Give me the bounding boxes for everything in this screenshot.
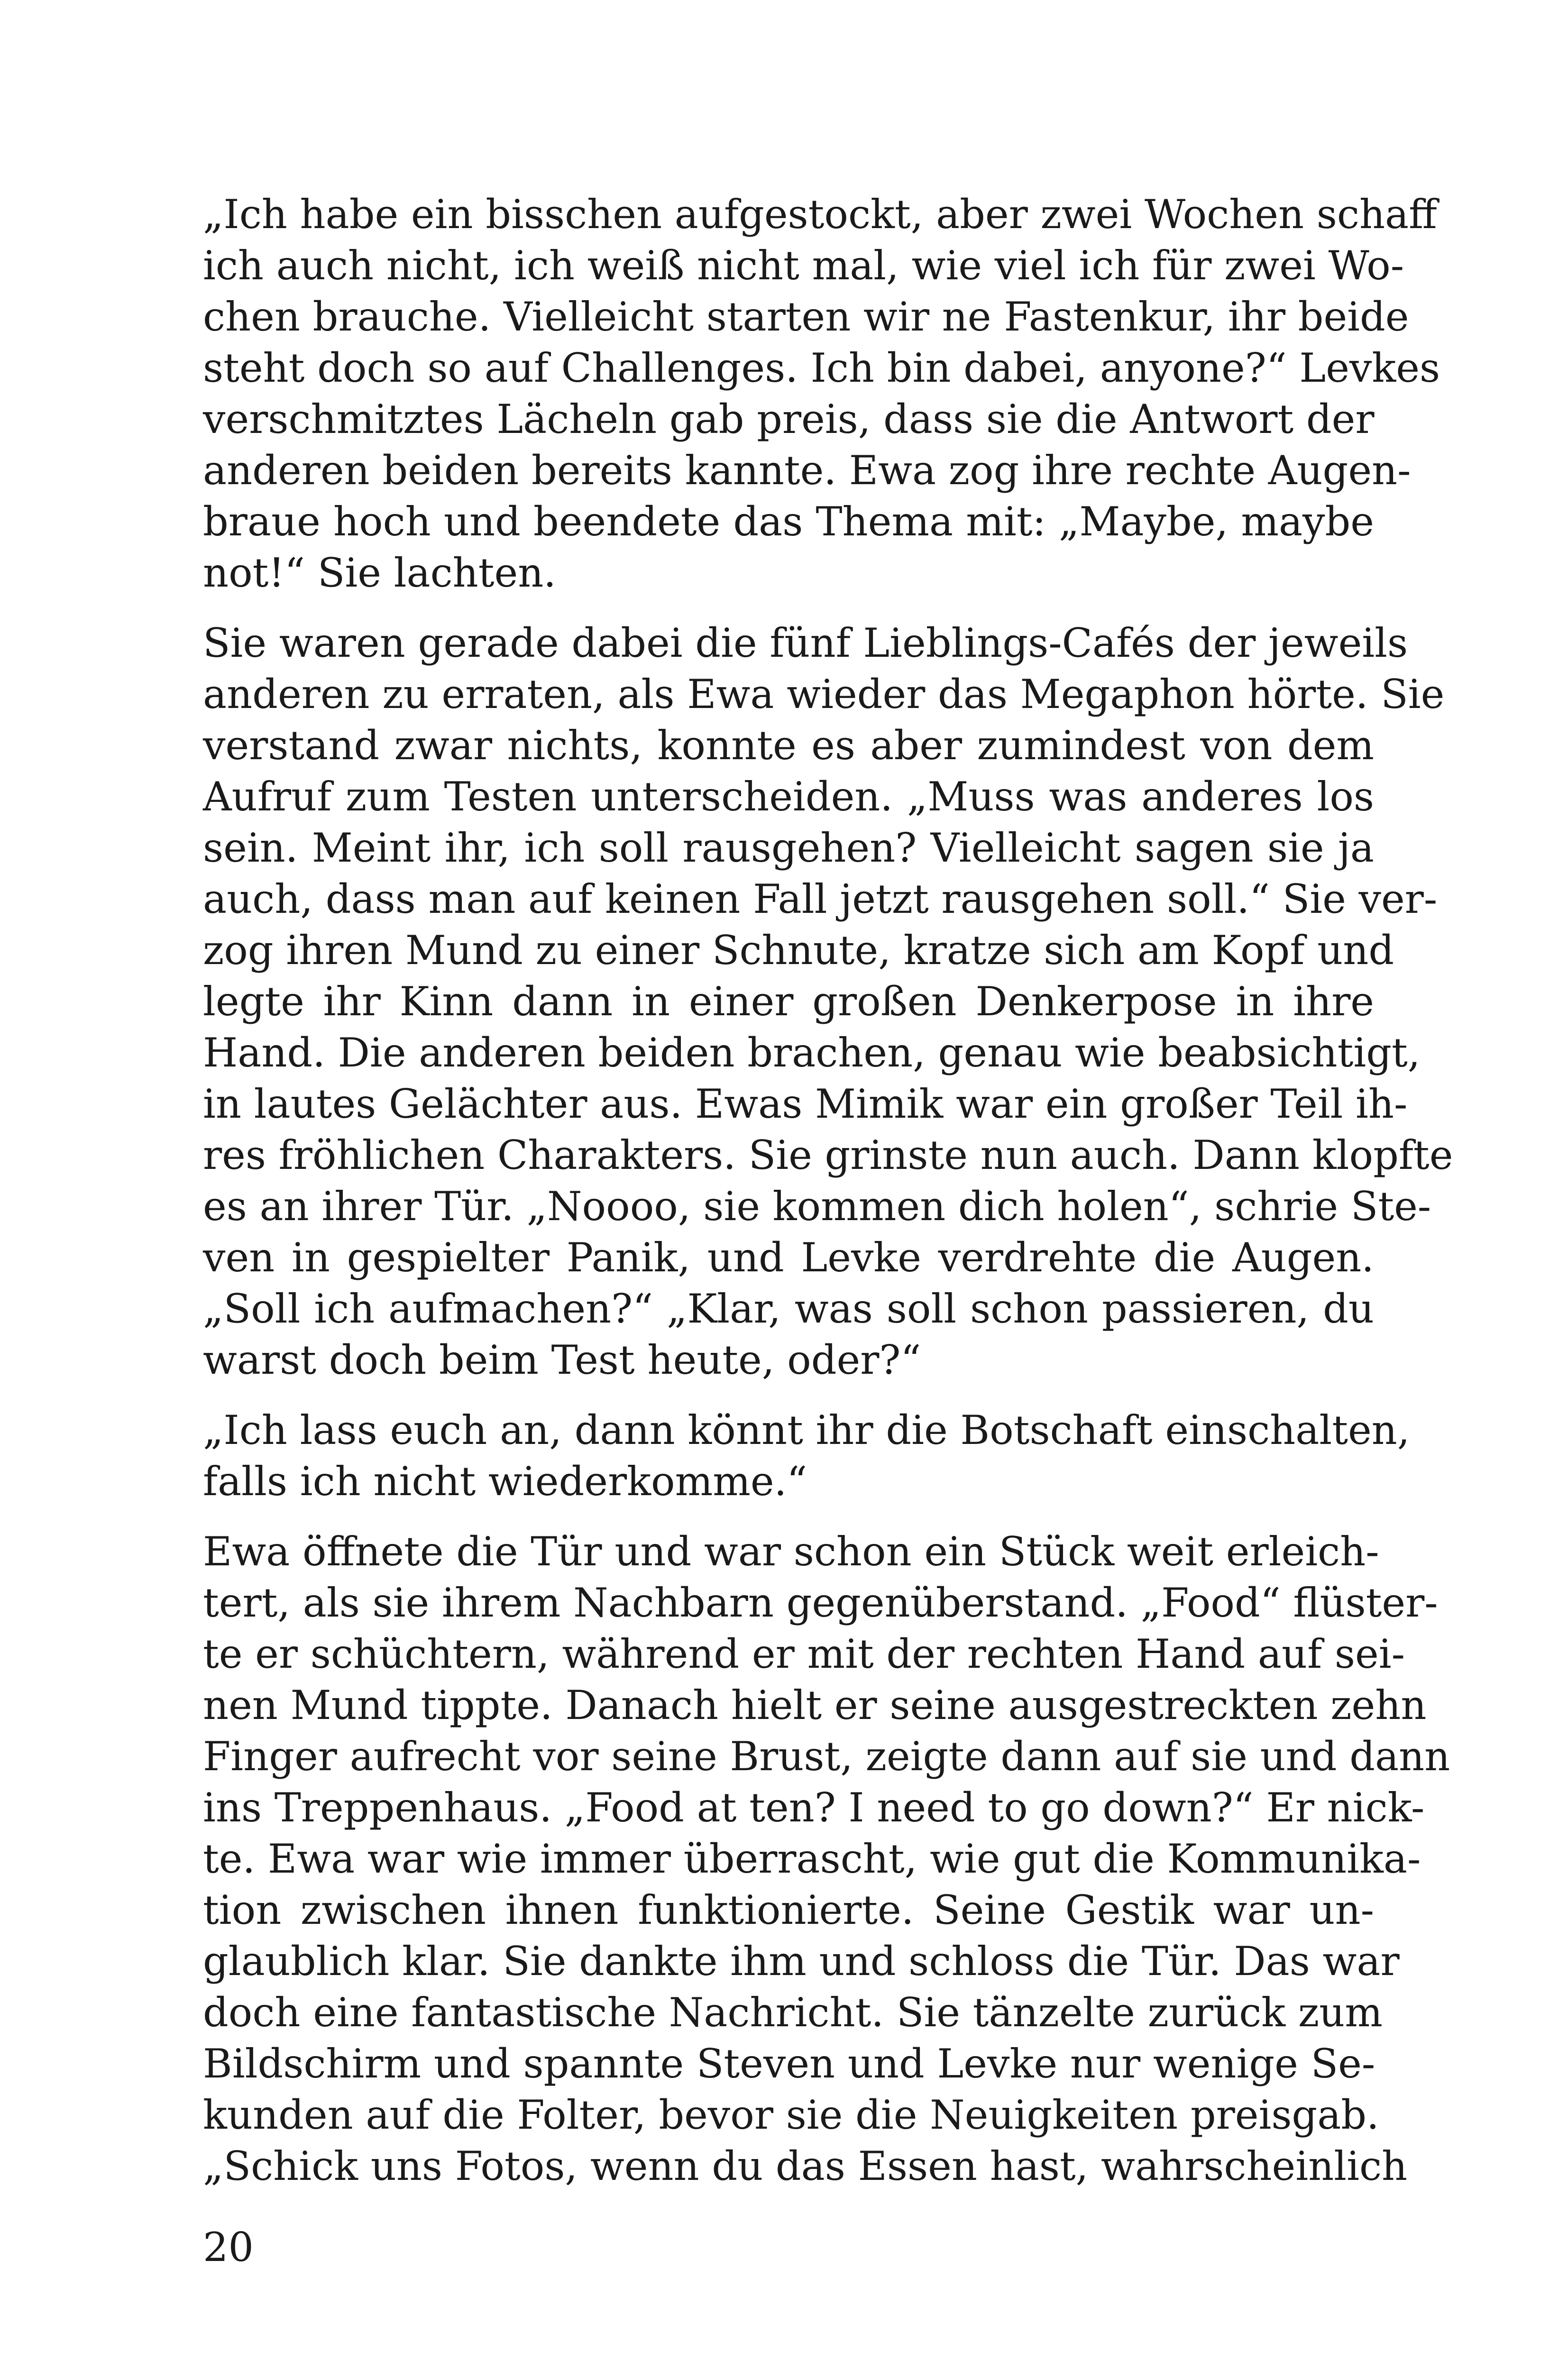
text-line: in lautes Gelächter aus. Ewas Mimik war ein großer Teil ih- <box>203 1081 1408 1127</box>
text-line: Sie waren gerade dabei die fünf Lieblings-Cafés der jeweils <box>203 620 1408 666</box>
text-line: „Ich habe ein bisschen aufgestockt, aber zwei Wochen schaff <box>203 191 1437 238</box>
text-line: glaublich klar. Sie dankte ihm und schloss die Tür. Das war <box>203 1938 1400 1985</box>
body-text <box>203 189 1453 2211</box>
page-number: 20 <box>203 2224 254 2270</box>
text-line: zog ihren Mund zu einer Schnute, kratze sich am Kopf und <box>203 927 1394 974</box>
text-line: braue hoch und beendete das Thema mit: „Maybe, maybe <box>203 498 1374 545</box>
paragraph <box>203 189 1440 598</box>
text-line: steht doch so auf Challenges. Ich bin dabei, anyone?“ Levkes <box>203 345 1440 391</box>
text-line: nen Mund tippte. Danach hielt er seine ausgestreckten zehn <box>203 1682 1427 1728</box>
text-line: te. Ewa war wie immer überrascht, wie gut die Kommunika- <box>203 1836 1421 1882</box>
text-line: legte ihr Kinn dann in einer großen Denkerpose in ihre <box>203 978 1374 1025</box>
text-line: res fröhlichen Charakters. Sie grinste nun auch. Dann klopfte <box>203 1132 1453 1178</box>
text-line: warst doch beim Test heute, oder?“ <box>203 1337 921 1383</box>
text-line: „Schick uns Fotos, wenn du das Essen hast, wahrscheinlich <box>203 2143 1408 2189</box>
text-line: „Ich lass euch an, dann könnt ihr die Botschaft einschalten, <box>203 1407 1410 1453</box>
text-line: te er schüchtern, während er mit der rechten Hand auf sei- <box>203 1631 1405 1677</box>
text-line: es an ihrer Tür. „Noooo, sie kommen dich holen“, schrie Ste- <box>203 1183 1431 1230</box>
text-line: doch eine fantastische Nachricht. Sie tänzelte zurück zum <box>203 1989 1383 2036</box>
text-line: verstand zwar nichts, konnte es aber zumindest von dem <box>203 722 1374 769</box>
text-line: anderen zu erraten, als Ewa wieder das Megaphon hörte. Sie <box>203 671 1445 717</box>
paragraph <box>203 1526 1450 2192</box>
text-line: tion zwischen ihnen funktionierte. Seine Gestik war un- <box>203 1887 1374 1933</box>
text-line: Bildschirm und spannte Steven und Levke nur wenige Se- <box>203 2040 1375 2087</box>
text-line: chen brauche. Vielleicht starten wir ne Fastenkur, ihr beide <box>203 294 1409 340</box>
text-line: auch, dass man auf keinen Fall jetzt rausgehen soll.“ Sie ver- <box>203 876 1438 922</box>
text-line: sein. Meint ihr, ich soll rausgehen? Vielleicht sagen sie ja <box>203 825 1374 871</box>
text-line: ich auch nicht, ich weiß nicht mal, wie viel ich für zwei Wo- <box>203 242 1404 289</box>
text-line: ven in gespielter Panik, und Levke verdrehte die Augen. <box>203 1234 1374 1281</box>
text-line: Finger aufrecht vor seine Brust, zeigte dann auf sie und dann <box>203 1733 1450 1780</box>
text-line: ins Treppenhaus. „Food at ten? I need to go down?“ Er nick- <box>203 1784 1425 1831</box>
text-line: verschmitztes Lächeln gab preis, dass sie die Antwort der <box>203 396 1375 442</box>
text-line: not!“ Sie lachten. <box>203 550 557 596</box>
text-line: Ewa öffnete die Tür und war schon ein Stück weit erleich- <box>203 1528 1379 1575</box>
text-line: kunden auf die Folter, bevor sie die Neuigkeiten preisgab. <box>203 2092 1379 2138</box>
text-line: anderen beiden bereits kannte. Ewa zog ihre rechte Augen- <box>203 447 1411 494</box>
text-line: falls ich nicht wiederkomme.“ <box>203 1458 807 1505</box>
text-line: Aufruf zum Testen unterscheiden. „Muss was anderes los <box>203 773 1374 820</box>
text-line: „Soll ich aufmachen?“ „Klar, was soll schon passieren, du <box>203 1286 1374 1332</box>
paragraph <box>203 617 1453 1386</box>
text-line: tert, als sie ihrem Nachbarn gegenüberstand. „Food“ flüster- <box>203 1580 1438 1626</box>
text-line: Hand. Die anderen beiden brachen, genau wie beabsichtigt, <box>203 1029 1421 1076</box>
paragraph <box>203 1405 1410 1507</box>
